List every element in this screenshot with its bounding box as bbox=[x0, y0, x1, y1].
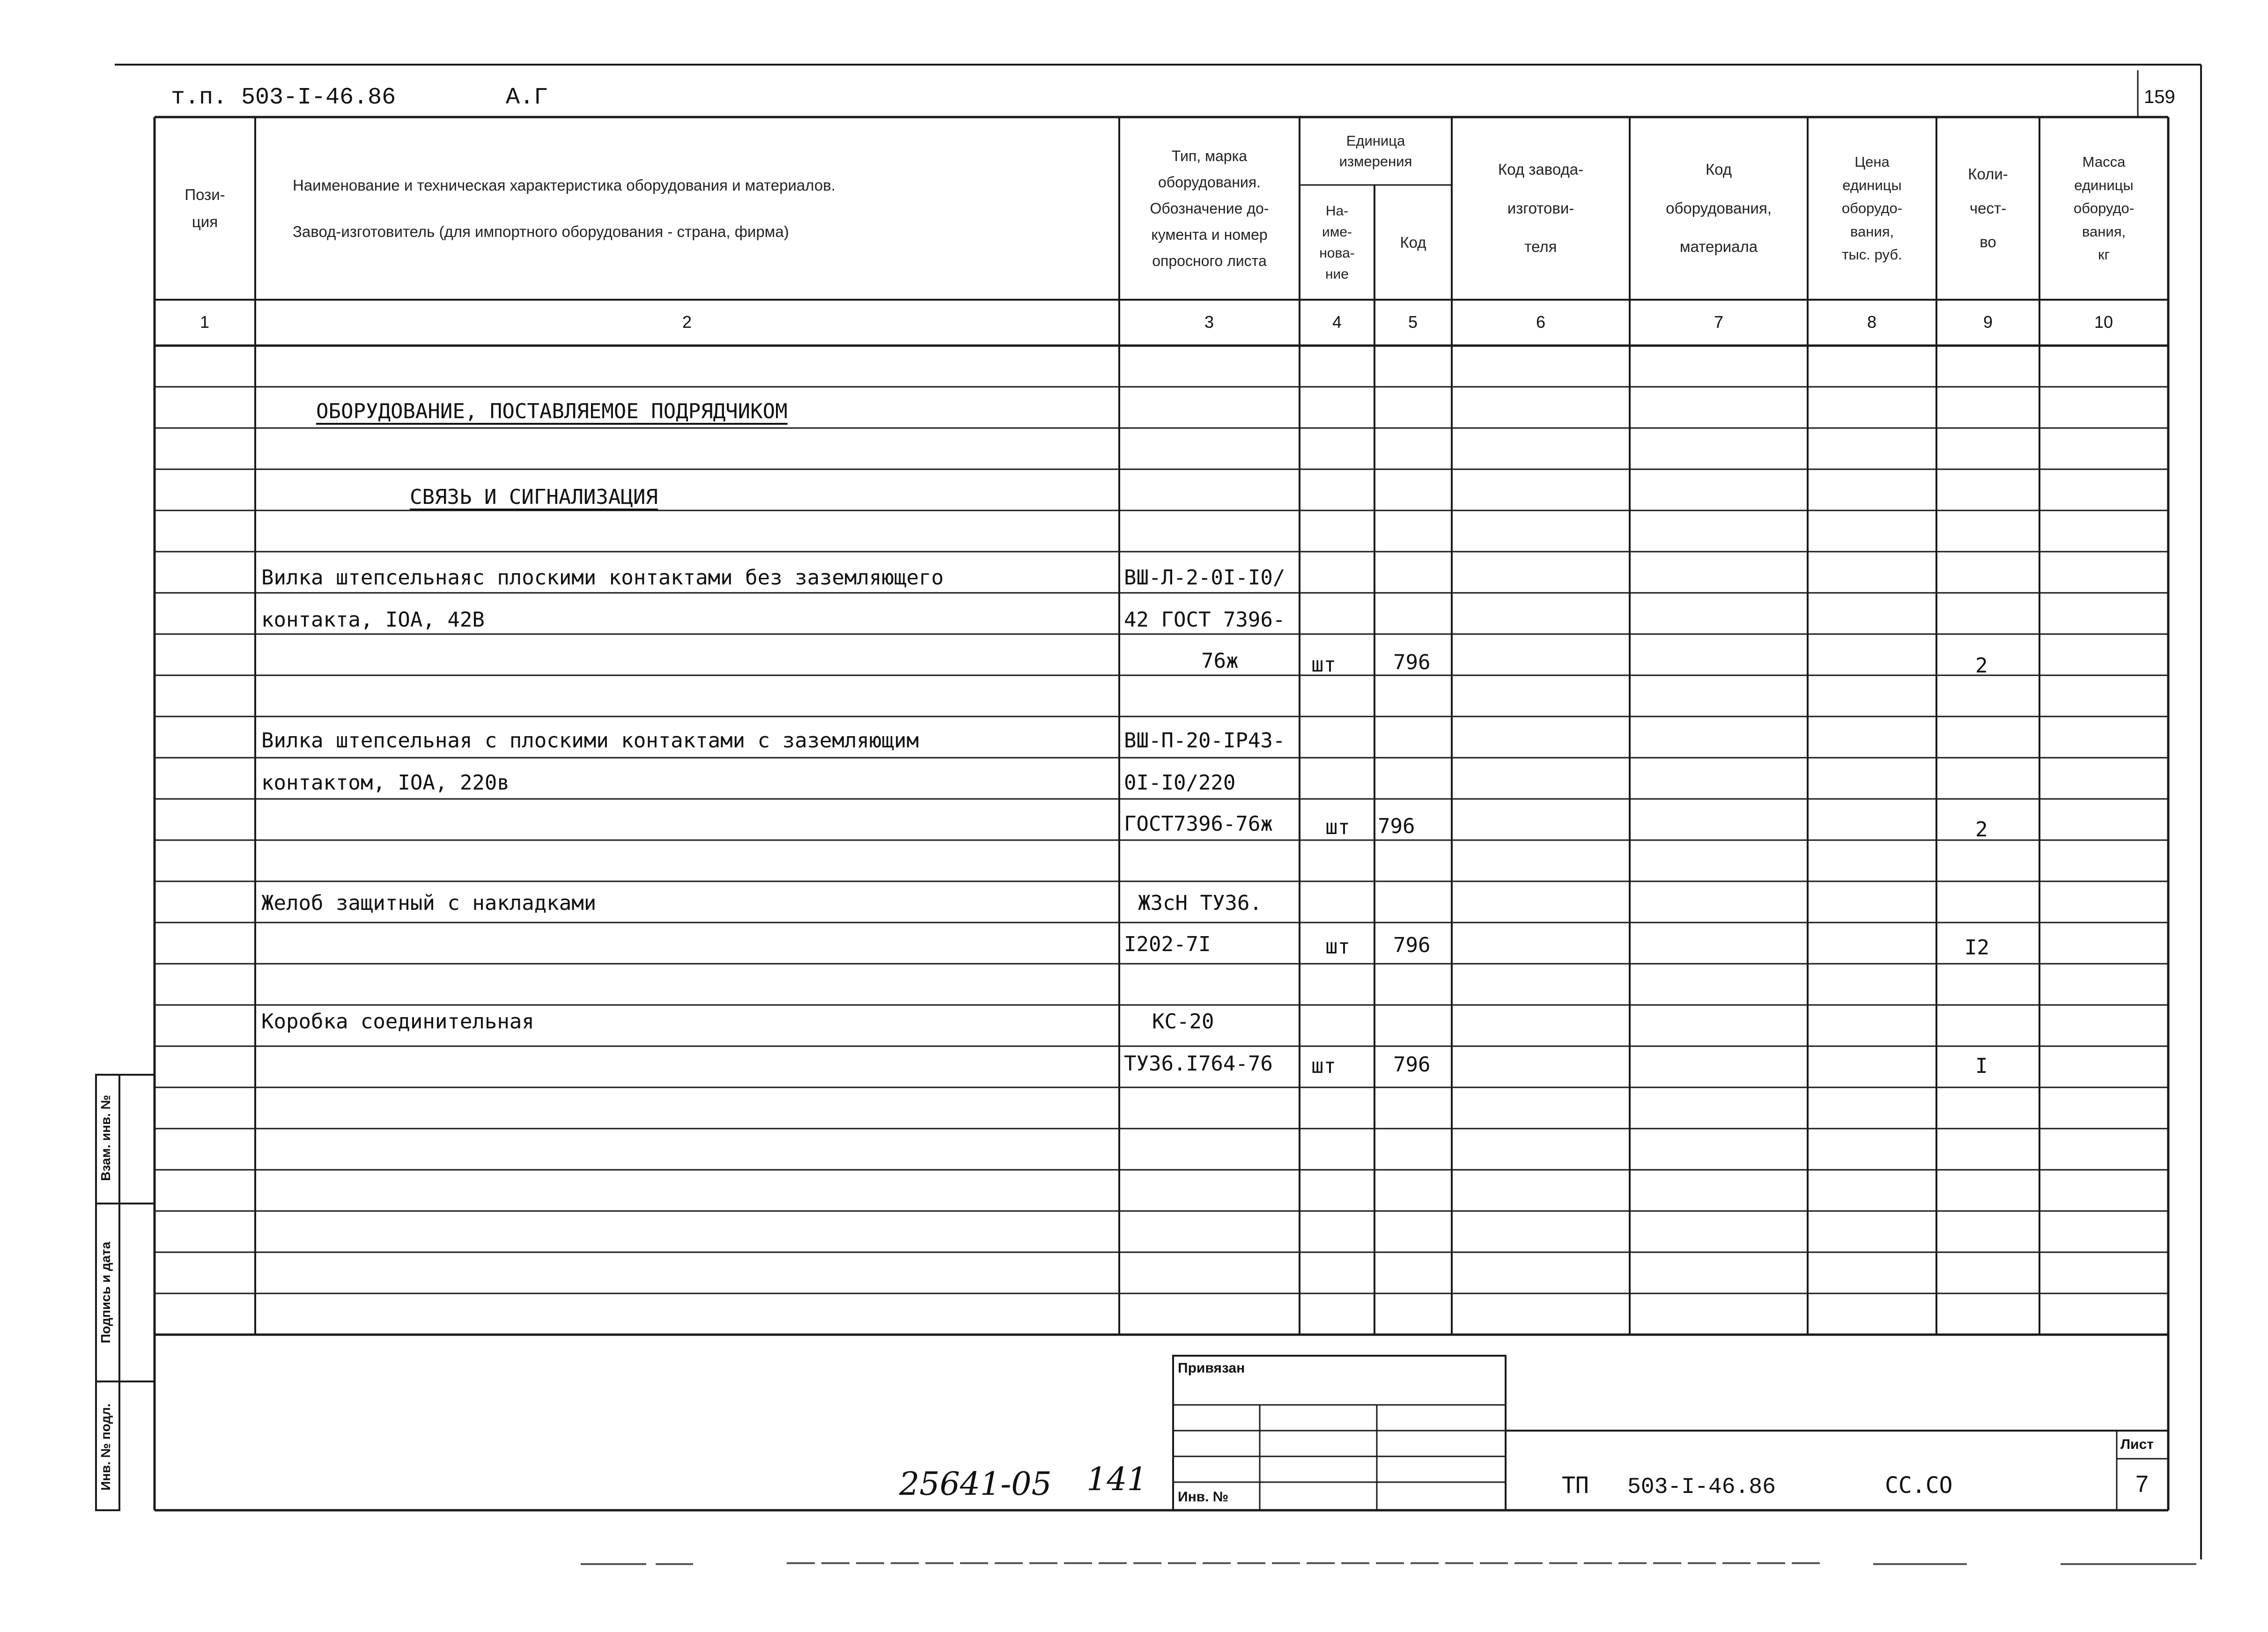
header-units-group: Единица измерения bbox=[1339, 133, 1412, 170]
doc-code: 503-I-46.86 bbox=[1627, 1475, 1776, 1500]
album-label: А.Г bbox=[506, 84, 548, 111]
header-quantity: Коли- чест- во bbox=[1968, 165, 2008, 251]
item-type: ГОСТ7396-76ж bbox=[1124, 812, 1273, 836]
item-quantity: 2 bbox=[1975, 818, 1988, 842]
item-name: Коробка соединительная bbox=[261, 1010, 534, 1034]
sheet-value: 7 bbox=[2135, 1471, 2149, 1497]
header-name: Наименование и техническая характеристика оборудования и материалов. Завод-изготовитель (для импортного оборудования - страна, фирма) bbox=[293, 177, 835, 240]
item-type: ВШ-П-20-IP43- bbox=[1124, 729, 1285, 753]
item-type: 0I-I0/220 bbox=[1124, 771, 1236, 795]
inv-number-label: Инв. № bbox=[1178, 1489, 1229, 1505]
item-type: 42 ГОСТ 7396- bbox=[1124, 608, 1285, 632]
item-name: контактом, IOA, 220в bbox=[261, 771, 510, 795]
handwritten-number: 25641-05 bbox=[899, 1466, 1052, 1503]
bound-label: Привязан bbox=[1178, 1360, 1245, 1376]
item-unit: шт bbox=[1311, 653, 1336, 677]
doc-suffix: СС.СО bbox=[1885, 1472, 1953, 1499]
item-type: ТУ36.I764-76 bbox=[1124, 1052, 1273, 1076]
header-type: Тип, марка оборудования. Обозначение до- кумента и номер опросного листа bbox=[1150, 148, 1269, 269]
item-name: Вилка штепсельная с плоскими контактами с заземляющим bbox=[261, 729, 919, 753]
column-number: 1 bbox=[199, 312, 210, 332]
column-number: 3 bbox=[1204, 312, 1214, 332]
item-unit-code: 796 bbox=[1393, 650, 1431, 674]
handwritten-page: 141 bbox=[1086, 1461, 1147, 1498]
item-type: 76ж bbox=[1201, 649, 1239, 673]
item-name: Желоб защитный с накладками bbox=[261, 891, 597, 915]
header-factory-code: Код завода- изготови- теля bbox=[1498, 161, 1584, 256]
column-number: 5 bbox=[1408, 312, 1418, 332]
sheet-label: Лист bbox=[2120, 1437, 2154, 1452]
item-name: Вилка штепсельнаяс плоскими контактами без заземляющего bbox=[261, 566, 944, 590]
item-type: ВШ-Л-2-0I-I0/ bbox=[1124, 566, 1285, 590]
stamp-replaced-inv: Взам. инв. № bbox=[98, 1095, 113, 1181]
column-number: 6 bbox=[1536, 312, 1546, 332]
stamp-inv-original: Инв. № подл. bbox=[98, 1403, 113, 1491]
header-unit-code: Код bbox=[1400, 233, 1426, 251]
column-number: 10 bbox=[2094, 312, 2113, 332]
item-unit: шт bbox=[1311, 1054, 1336, 1078]
subsection-title: СВЯЗЬ И СИГНАЛИЗАЦИЯ bbox=[410, 485, 658, 509]
scan-marks bbox=[581, 1563, 2196, 1564]
column-number: 4 bbox=[1332, 312, 1342, 332]
header-price: Цена единицы оборудо- вания, тыс. руб. bbox=[1841, 154, 1903, 263]
column-number: 9 bbox=[1983, 312, 1993, 332]
item-type: ЖЗсН ТУ36. bbox=[1138, 891, 1262, 915]
column-number: 7 bbox=[1714, 312, 1724, 332]
item-type: КС-20 bbox=[1152, 1010, 1214, 1034]
doc-prefix: ТП bbox=[1562, 1472, 1589, 1499]
section-title: ОБОРУДОВАНИЕ, ПОСТАВЛЯЕМОЕ ПОДРЯДЧИКОМ bbox=[316, 399, 788, 423]
row-lines bbox=[155, 387, 2168, 1293]
page-number: 159 bbox=[2144, 87, 2175, 107]
stamp-signature-date: Подпись и дата bbox=[98, 1241, 113, 1344]
item-type: I202-7I bbox=[1124, 932, 1211, 956]
item-unit: шт bbox=[1325, 935, 1350, 959]
item-quantity: I bbox=[1975, 1054, 1988, 1078]
item-unit-code: 796 bbox=[1378, 814, 1415, 838]
item-unit: шт bbox=[1325, 815, 1350, 839]
header-equipment-code: Код оборудования, материала bbox=[1666, 161, 1772, 256]
document-code: т.п. 503-I-46.86 bbox=[171, 84, 396, 111]
item-unit-code: 796 bbox=[1393, 1053, 1431, 1077]
item-name: контакта, IOA, 42В bbox=[261, 608, 485, 632]
column-number: 2 bbox=[682, 312, 692, 332]
item-quantity: I2 bbox=[1965, 936, 1989, 960]
item-quantity: 2 bbox=[1975, 654, 1988, 678]
item-unit-code: 796 bbox=[1393, 933, 1431, 957]
header-unit-name: На- име- нова- ние bbox=[1319, 203, 1355, 282]
column-number: 8 bbox=[1867, 312, 1877, 332]
header-mass: Масса единицы оборудо- вания, кг bbox=[2073, 154, 2135, 263]
header-position: Пози- ция bbox=[185, 186, 225, 230]
